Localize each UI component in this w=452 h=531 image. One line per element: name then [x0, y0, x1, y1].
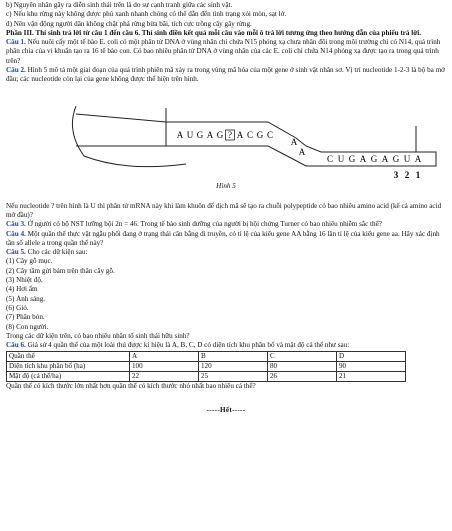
bottom-nucleotide: A — [381, 153, 389, 164]
q5-item: (1) Cây gỗ mục. — [6, 257, 53, 266]
question-6-label: Câu 6. — [6, 341, 26, 350]
bottom-nucleotide: G — [370, 153, 378, 164]
position-number: 1 — [415, 169, 421, 180]
top-strand-letters — [177, 130, 273, 140]
table-header-cell: Quần thể — [7, 352, 130, 362]
position-number: 3 — [393, 169, 399, 180]
question-3 — [6, 220, 446, 229]
question-1-text: Nếu nuôi cấy một tế bào E. coli có một phân tử DNA ở vùng nhân chỉ chứa N15 phóng xạ chưa nhân đôi trong môi trường chỉ có N14, quá trình phân chia của vi khuẩn tạo ra 16 tế bào con. Có bao nhiêu phân tử DNA ở vùng nhân của các E. coli chỉ chứa N14 phóng xạ được tạo ra trong quá trình trên? — [6, 38, 441, 65]
question-5-text: Cho các dữ kiện sau: — [27, 248, 88, 257]
strand-left-upper — [76, 114, 166, 122]
bottom-nucleotide: U — [403, 153, 411, 164]
side-nucleotide: A — [290, 136, 298, 147]
transcription-diagram — [6, 86, 446, 196]
question-4 — [6, 230, 446, 249]
table-cell: 100 — [130, 362, 199, 372]
part3-heading: Phần III. Thí sinh trả lời từ câu 1 đến câu 6. Thí sinh điền kết quả mỗi câu vào mỗi ô trả lời tương ứng theo hướng dẫn của phiếu trả lời. — [6, 28, 421, 37]
table-header-row — [7, 352, 406, 362]
top-nucleotide: A — [176, 129, 184, 140]
exam-page — [6, 1, 446, 415]
bottom-nucleotide: A — [359, 153, 367, 164]
table-header-cell: B — [199, 352, 268, 362]
q5-item: (5) Ánh sáng. — [6, 294, 46, 303]
bottom-nucleotide: G — [392, 153, 400, 164]
table-header-cell: A — [130, 352, 199, 362]
question-6 — [6, 341, 446, 350]
statement-d: d) Nên vận động người dân không chặt phá rừng bừa bãi, tích cực trồng cây gây rừng. — [6, 19, 252, 28]
q5-item: (6) Gió. — [6, 303, 29, 312]
q5-item: (7) Phân bón. — [6, 313, 45, 322]
question-5-label: Câu 5. — [6, 248, 26, 257]
question-2 — [6, 66, 446, 85]
figure-caption: Hình 5 — [216, 181, 236, 190]
bottom-nucleotide: G — [348, 153, 356, 164]
side-nucleotide: A — [298, 146, 306, 157]
top-nucleotide: G — [216, 129, 224, 140]
question-1-label: Câu 1. — [6, 38, 26, 47]
q5-item: (2) Cây tầm gửi bám trên thân cây gỗ. — [6, 266, 115, 275]
table-cell: Mật độ (cá thể/ha) — [7, 372, 130, 382]
table-cell: 26 — [268, 372, 337, 382]
statement-b: b) Nguyên nhân gây ra diễn sinh thái trên là do sự cạnh tranh giữa các sinh vật. — [6, 1, 233, 9]
top-nucleotide: C — [266, 129, 274, 140]
top-nucleotide: G — [196, 129, 204, 140]
table-cell: 80 — [268, 362, 337, 372]
question-6-question: Quần thể có kích thước lớn nhất hơn quần thể có kích thước nhỏ nhất bao nhiêu cá thể? — [6, 382, 256, 391]
question-2-label: Câu 2. — [6, 66, 26, 75]
table-cell: 21 — [337, 372, 406, 382]
q5-item: (3) Nhiệt độ. — [6, 276, 43, 285]
statement-c: c) Nếu khu rừng này không được phủ xanh nhanh chóng có thể dẫn đến tình trạng xói mòn, sạt lở. — [6, 10, 287, 19]
bottom-nucleotide: A — [414, 153, 422, 164]
top-nucleotide: A — [236, 129, 244, 140]
question-3-label: Câu 3. — [6, 220, 26, 229]
question-2-followup: Nếu nucleotide ? trên hình là U thì phân tử mRNA này khi làm khuôn để dịch mã sẽ tạo ra chuỗi polypeptide có bao nhiêu amino acid (kể cả amino acid mở đầu)? — [6, 201, 442, 219]
table-row — [7, 362, 406, 372]
table-header-cell: C — [268, 352, 337, 362]
question-6-text: Giả sử 4 quần thể của một loài thú được kí hiệu là A, B, C, D có diện tích khu phân bố và mật độ cá thể như sau: — [27, 341, 350, 350]
position-number: 2 — [404, 169, 410, 180]
question-5-question: Trong các dữ kiện trên, có bao nhiêu nhân tố sinh thái hữu sinh? — [6, 331, 190, 340]
table-cell: Diện tích khu phân bố (ha) — [7, 362, 130, 372]
end-marker: -----Hết----- — [206, 405, 246, 414]
question-4-label: Câu 4. — [6, 229, 26, 238]
question-1 — [6, 38, 446, 66]
bottom-strand-letters — [327, 154, 422, 164]
table-cell: 25 — [199, 372, 268, 382]
question-4-text: Một quần thể thực vật ngẫu phối đang ở trạng thái cân bằng di truyền, có tỉ lệ của kiểu gene AA bằng 16 lần tỉ lệ của kiểu gene aa. Hãy xác định tần số allele a trong quần thể này? — [6, 229, 440, 247]
q5-item: (8) Con người. — [6, 322, 49, 331]
table-cell: 22 — [130, 372, 199, 382]
table-cell: 90 — [337, 362, 406, 372]
top-nucleotide: C — [246, 129, 254, 140]
top-nucleotide: ? — [228, 129, 232, 140]
bottom-nucleotide: C — [326, 153, 334, 164]
transcription-figure — [6, 86, 446, 196]
table-row — [7, 372, 406, 382]
q5-item: (4) Hơi ẩm — [6, 285, 38, 294]
table-header-cell: D — [337, 352, 406, 362]
position-numbers — [394, 170, 421, 180]
top-nucleotide: G — [256, 129, 264, 140]
top-nucleotide: A — [206, 129, 214, 140]
question-2-text: Hình 5 mô tả một giai đoạn của quá trình phiên mã xảy ra trong vùng mã hóa của một gene ở sinh vật nhân sơ. Vị trí nucleotide 1-2-3 là bộ ba mở đầu; các nucleotide còn lại của gene không được thể hiện trên hình. — [6, 66, 445, 84]
population-table — [6, 351, 406, 382]
question-3-text: Ở người có bộ NST lưỡng bội 2n = 46. Trong tế bào sinh dưỡng của người bị hội chứng Turner có bao nhiêu nhiễm sắc thể? — [27, 220, 382, 229]
top-nucleotide: U — [186, 129, 194, 140]
table-cell: 120 — [199, 362, 268, 372]
question-5 — [6, 248, 446, 257]
bottom-nucleotide: U — [337, 153, 345, 164]
